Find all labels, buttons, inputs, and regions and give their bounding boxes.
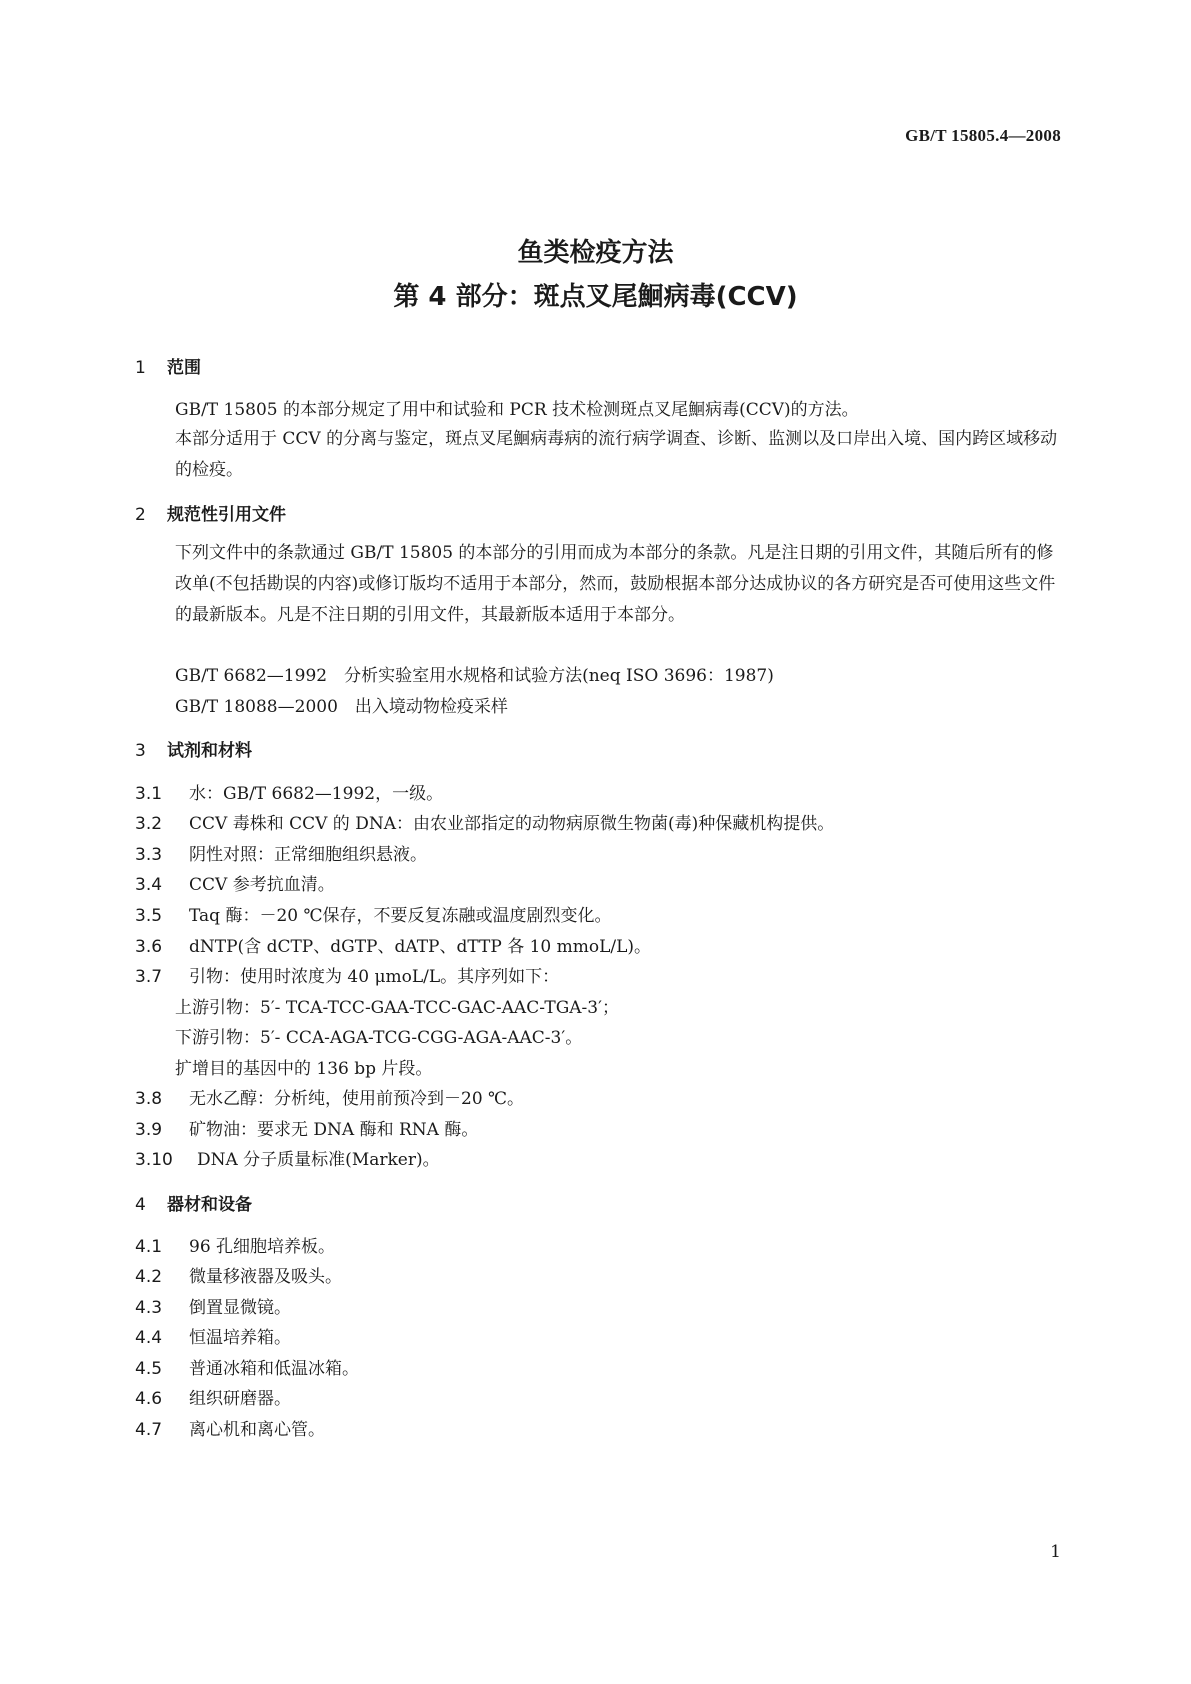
list-item [135,809,834,834]
item-text: 引物：使用时浓度为 40 μmoL/L。其序列如下： [189,967,560,987]
section-number: 4 [135,1195,146,1215]
item-number: 3.1 [135,784,163,804]
reference-item: GB/T 18088—2000 出入境动物检疫采样 [175,697,508,717]
primer-upstream: 上游引物：5′- TCA-TCC-GAA-TCC-GAC-AAC-TGA-3′； [175,998,619,1018]
list-item [135,779,443,804]
item-number: 3.4 [135,875,163,895]
list-item [135,1293,291,1318]
list-item [135,1115,478,1140]
item-number: 4.5 [135,1359,163,1379]
section-number: 1 [135,358,146,378]
section-heading-4 [135,1190,252,1215]
page-number: 1 [1050,1542,1061,1562]
item-text: 普通冰箱和低温冰箱。 [189,1359,359,1379]
item-text: 恒温培养箱。 [189,1328,291,1348]
section-title: 试剂和材料 [167,741,252,761]
reference-item: GB/T 6682—1992 分析实验室用水规格和试验方法(neq ISO 3696：1987) [175,666,774,686]
item-number: 4.6 [135,1389,163,1409]
list-item [135,1084,524,1109]
item-number: 4.4 [135,1328,163,1348]
list-item [135,1415,325,1440]
item-text: CCV 参考抗血清。 [189,875,335,895]
section-title: 范围 [167,358,201,378]
list-item [135,1323,291,1348]
section-heading-3 [135,736,252,761]
paragraph [135,538,1061,631]
item-number: 3.6 [135,937,163,957]
item-number: 3.2 [135,814,163,834]
item-text: 倒置显微镜。 [189,1298,291,1318]
section-title: 器材和设备 [167,1195,252,1215]
item-text: DNA 分子质量标准(Marker)。 [197,1150,440,1170]
section-title: 规范性引用文件 [167,505,286,525]
paragraph-text: GB/T 15805 的本部分规定了用中和试验和 PCR 技术检测斑点叉尾鮰病毒(CCV)的方法。 [175,400,859,420]
section-number: 2 [135,505,146,525]
list-item [135,932,651,957]
paragraph [135,395,1061,426]
item-number: 3.8 [135,1089,163,1109]
document-subtitle: 第 4 部分：斑点叉尾鮰病毒(CCV) [393,282,798,312]
item-text: 阴性对照：正常细胞组织悬液。 [189,845,427,865]
section-heading-1 [135,353,201,378]
item-number: 4.1 [135,1237,163,1257]
item-text: 离心机和离心管。 [189,1420,325,1440]
paragraph [135,424,1061,486]
document-title: 鱼类检疫方法 [517,238,674,268]
item-text: Taq 酶：－20 ℃保存，不要反复冻融或温度剧烈变化。 [189,906,612,926]
list-item [135,901,612,926]
amplify-note: 扩增目的基因中的 136 bp 片段。 [175,1059,433,1079]
item-text: 96 孔细胞培养板。 [189,1237,336,1257]
list-item [135,1232,335,1257]
item-text: 矿物油：要求无 DNA 酶和 RNA 酶。 [189,1120,479,1140]
item-number: 3.3 [135,845,163,865]
section-number: 3 [135,741,146,761]
item-number: 3.10 [135,1150,173,1170]
list-item [135,840,427,865]
list-item [135,1262,342,1287]
list-item [135,1384,291,1409]
primer-downstream: 下游引物：5′- CCA-AGA-TCG-CGG-AGA-AAC-3′。 [175,1028,583,1048]
item-text: 组织研磨器。 [189,1389,291,1409]
item-text: 无水乙醇：分析纯，使用前预冷到－20 ℃。 [189,1089,525,1109]
item-text: CCV 毒株和 CCV 的 DNA：由农业部指定的动物病原微生物菌(毒)种保藏机构提供。 [189,814,835,834]
standard-code: GB/T 15805.4—2008 [905,126,1061,145]
list-item [135,1145,440,1170]
section-heading-2 [135,500,286,525]
item-number: 4.3 [135,1298,163,1318]
list-item [135,870,335,895]
item-number: 3.7 [135,967,163,987]
item-number: 3.5 [135,906,163,926]
item-number: 4.2 [135,1267,163,1287]
list-item [135,962,559,987]
item-text: dNTP(含 dCTP、dGTP、dATP、dTTP 各 10 mmoL/L)。 [189,937,652,957]
item-number: 3.9 [135,1120,163,1140]
paragraph-text: 本部分适用于 CCV 的分离与鉴定，斑点叉尾鮰病毒病的流行病学调查、诊断、监测以及口岸出入境、国内跨区域移动的检疫。 [175,429,1058,480]
item-text: 微量移液器及吸头。 [189,1267,342,1287]
item-number: 4.7 [135,1420,163,1440]
list-item [135,1354,359,1379]
paragraph-text: 下列文件中的条款通过 GB/T 15805 的本部分的引用而成为本部分的条款。凡是注日期的引用文件，其随后所有的修改单(不包括勘误的内容)或修订版均不适用于本部分，然而，鼓励根据本部分达成协议的各方研究是否可使用这些文件的最新版本。凡是不注日期的引用文件，其最新版本适用于本部分。 [175,543,1056,625]
item-text: 水：GB/T 6682—1992，一级。 [189,784,444,804]
